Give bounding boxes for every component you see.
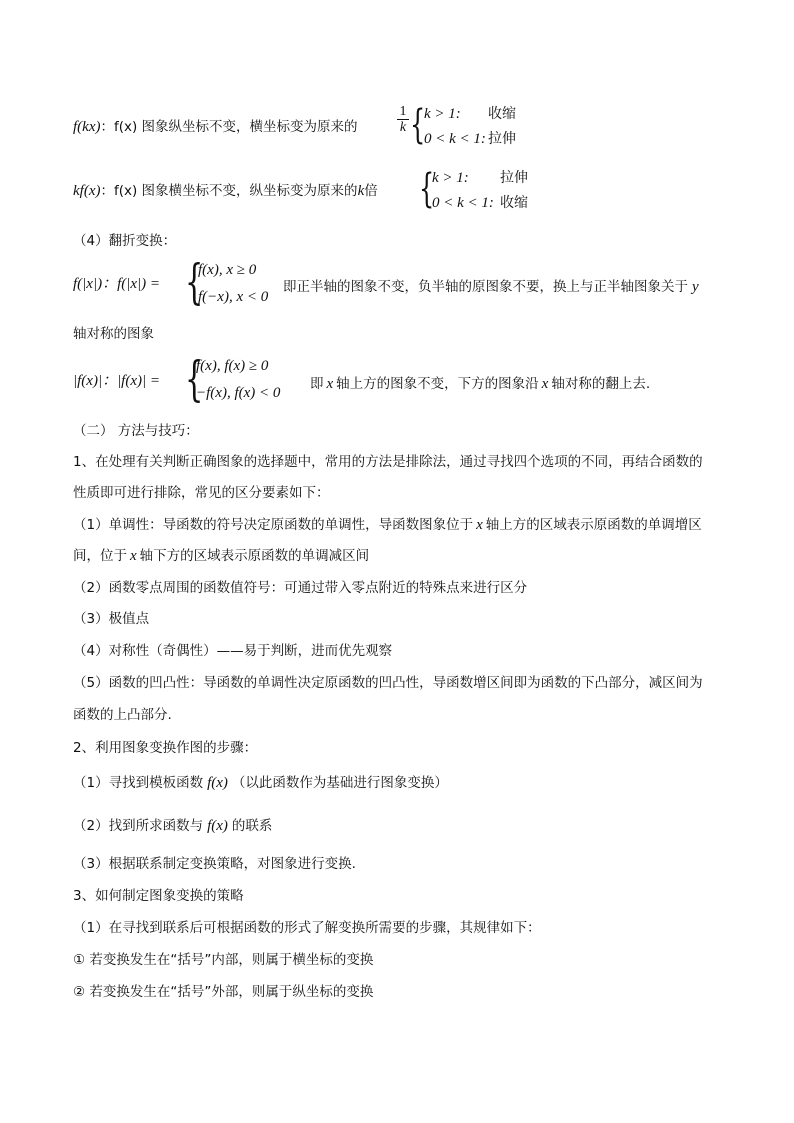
- abs-x-eq: ：f(|x|) =: [102, 276, 160, 292]
- abs-x-brace: {: [185, 254, 204, 310]
- abs-f-description: [310, 372, 650, 393]
- methods-p1-line1: 1、在处理有关判断正确图象的选择题中，常用的方法是排除法，通过寻找四个选项的不同，再结合函数的: [73, 454, 703, 470]
- item-1-text-b: 轴上方的区域表示原函数的单调增区: [485, 517, 702, 533]
- methods-p2: 2、利用图象变换作图的步骤：: [73, 740, 258, 756]
- abs-f-case-2: −f(x), f(x) < 0: [196, 385, 281, 401]
- item-3: （3）极值点: [73, 611, 150, 627]
- item-1-text-d: 轴下方的区域表示原函数的单调减区间: [139, 548, 370, 564]
- step-2-text-b: 的联系: [231, 818, 273, 834]
- step-1: [73, 774, 448, 792]
- kx-case-2: [424, 128, 516, 148]
- item-2: （2）函数零点周围的函数值符号：可通过带入零点附近的特殊点来进行区分: [73, 580, 528, 596]
- item-1-line2: [73, 547, 369, 565]
- kx-case-1: [424, 103, 516, 123]
- kf-case-1: [432, 167, 528, 187]
- methods-heading: （二） 方法与技巧：: [73, 423, 199, 439]
- item-1-text-a: （1）单调性：导函数的符号决定原函数的单调性，导函数图象位于: [73, 517, 474, 533]
- abs-f-desc-c: 轴对称的翻上去.: [551, 376, 651, 392]
- scaling-kf-line: [73, 182, 378, 200]
- flip-heading: （4）翻折变换：: [73, 233, 177, 249]
- kx-case-1-text: 收缩: [488, 106, 516, 122]
- abs-f-desc-a: 即: [310, 376, 324, 392]
- kx-fraction-numerator: 1: [397, 104, 409, 120]
- abs-x-case-2: f(−x), x < 0: [198, 289, 269, 305]
- kx-case-1-cond: k > 1:: [424, 106, 461, 122]
- abs-x-description: [283, 275, 699, 296]
- kx-label: f(kx): [73, 119, 101, 135]
- kx-fraction: [397, 104, 409, 136]
- abs-x-desc-text: 即正半轴的图象不变，负半轴的原图象不要，换上与正半轴图象关于: [283, 279, 688, 295]
- item-5-line2: 函数的上凸部分.: [73, 707, 172, 723]
- item-1-x: x: [476, 517, 483, 533]
- step-2-text-a: （2）找到所求函数与: [73, 818, 204, 834]
- tip-1: （1）在寻找到联系后可根据函数的形式了解变换所需要的步骤，其规律如下：: [73, 920, 541, 936]
- abs-f-case-1: f(x), f(x) ≥ 0: [196, 358, 269, 374]
- rule-2: ② 若变换发生在“括号”外部，则属于纵坐标的变换: [73, 984, 374, 1000]
- abs-f-desc-b: 轴上方的图象不变，下方的图象沿: [336, 376, 539, 392]
- abs-f-label: |f(x)|: [73, 373, 103, 389]
- kf-case-2-cond: 0 < k < 1:: [432, 195, 494, 211]
- abs-x-y: y: [692, 279, 699, 295]
- kf-times: 倍: [364, 183, 378, 199]
- kf-case-2-text: 收缩: [500, 195, 528, 211]
- kx-description: ：f(x) 图象纵坐标不变，横坐标变为原来的: [100, 119, 358, 135]
- abs-f-x2: x: [541, 376, 549, 392]
- kf-label: kf(x): [73, 183, 101, 199]
- abs-x-label: f(|x|): [73, 276, 103, 292]
- kx-brace: {: [410, 102, 426, 148]
- abs-f-line: [73, 372, 160, 390]
- abs-x-line: [73, 275, 160, 293]
- kf-k: k: [357, 183, 365, 199]
- item-5-line1: （5）函数的凹凸性：导函数的单调性决定原函数的凹凸性，导函数增区间即为函数的下凸部分，减区间为: [73, 675, 703, 691]
- step-2-func: f(x): [207, 818, 228, 834]
- methods-p1-line2: 性质即可进行排除，常见的区分要素如下：: [73, 485, 330, 501]
- step-1-func: f(x): [207, 775, 228, 791]
- abs-x-description-2: 轴对称的图象: [73, 326, 154, 342]
- step-3: （3）根据联系制定变换策略，对图象进行变换.: [73, 856, 356, 872]
- abs-f-brace: {: [185, 351, 204, 407]
- methods-p3: 3、如何制定图象变换的策略: [73, 888, 244, 904]
- abs-f-x1: x: [326, 376, 334, 392]
- kf-case-1-text: 拉伸: [500, 170, 528, 186]
- rule-1: ① 若变换发生在“括号”内部，则属于横坐标的变换: [73, 952, 374, 968]
- step-2: [73, 817, 272, 835]
- scaling-kx-line: [73, 118, 358, 136]
- item-1-line1: [73, 516, 702, 534]
- item-4: （4）对称性（奇偶性）——易于判断，进而优先观察: [73, 643, 393, 659]
- step-1-text-a: （1）寻找到模板函数: [73, 775, 204, 791]
- kx-case-2-cond: 0 < k < 1:: [424, 131, 486, 147]
- kx-case-2-text: 拉伸: [488, 131, 516, 147]
- abs-f-eq: ：|f(x)| =: [102, 373, 160, 389]
- kf-case-1-cond: k > 1:: [432, 170, 469, 186]
- kx-fraction-denominator: k: [399, 120, 407, 135]
- step-1-text-b: （以此函数作为基础进行图象变换）: [231, 775, 448, 791]
- kf-brace: {: [419, 166, 435, 212]
- kf-description: ：f(x) 图象横坐标不变，纵坐标变为原来的: [100, 183, 358, 199]
- kf-case-2: [432, 192, 528, 212]
- item-1-x2: x: [130, 548, 137, 564]
- abs-x-case-1: f(x), x ≥ 0: [198, 262, 257, 278]
- item-1-text-c: 间，位于: [73, 548, 127, 564]
